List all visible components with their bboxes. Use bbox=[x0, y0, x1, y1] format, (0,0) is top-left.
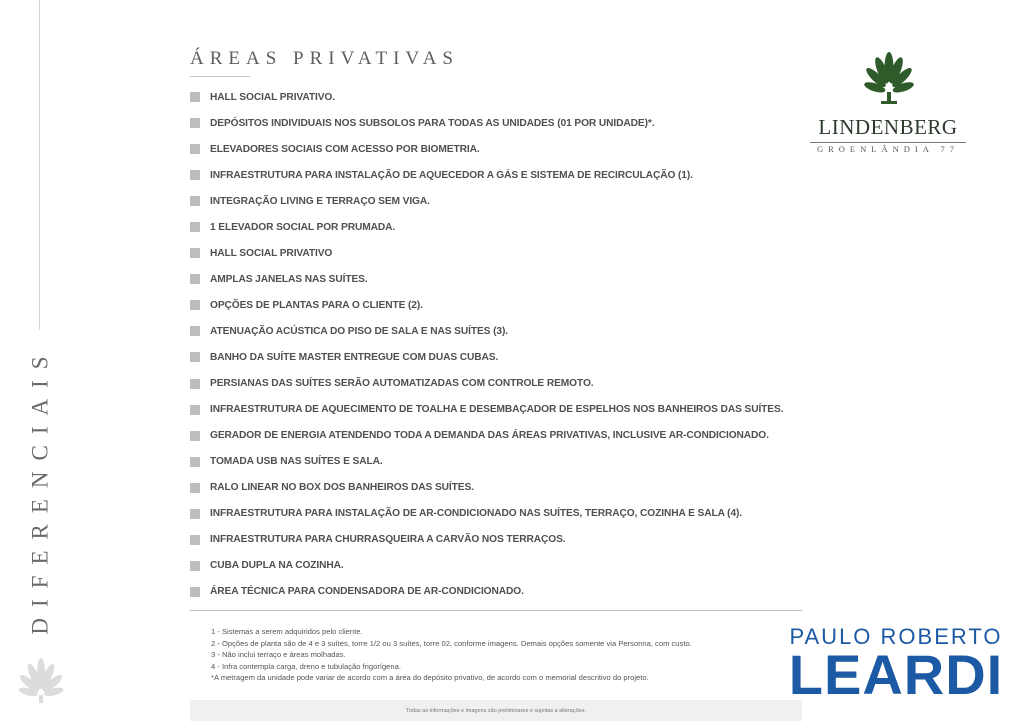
bullet-square-icon bbox=[190, 587, 200, 597]
feature-text: INFRAESTRUTURA PARA INSTALAÇÃO DE AR-CONDICIONADO NAS SUÍTES, TERRAÇO, COZINHA E SALA (4). bbox=[210, 508, 743, 520]
feature-item bbox=[190, 318, 830, 344]
bullet-square-icon bbox=[190, 118, 200, 128]
feature-text: CUBA DUPLA NA COZINHA. bbox=[210, 560, 344, 572]
feature-item bbox=[190, 501, 830, 527]
footnotes bbox=[211, 626, 801, 684]
bullet-square-icon bbox=[190, 274, 200, 284]
watermark-leaf-icon bbox=[14, 655, 68, 711]
feature-text: BANHO DA SUÍTE MASTER ENTREGUE COM DUAS CUBAS. bbox=[210, 351, 499, 363]
section-title: ÁREAS PRIVATIVAS bbox=[190, 48, 459, 69]
feature-item bbox=[190, 162, 830, 188]
feature-text: PERSIANAS DAS SUÍTES SERÃO AUTOMATIZADAS COM CONTROLE REMOTO. bbox=[210, 378, 594, 390]
bullet-square-icon bbox=[190, 509, 200, 519]
disclaimer-bar bbox=[190, 700, 802, 721]
feature-text: 1 ELEVADOR SOCIAL POR PRUMADA. bbox=[210, 221, 396, 233]
bullet-square-icon bbox=[190, 405, 200, 415]
footnote: *A metragem da unidade pode variar de acordo com a área do depósito privativo, de acordo com o memorial descritivo do projeto. bbox=[211, 673, 649, 682]
bullet-square-icon bbox=[190, 431, 200, 441]
feature-item bbox=[190, 110, 830, 136]
side-divider bbox=[39, 0, 40, 330]
feature-item bbox=[190, 371, 830, 397]
feature-item bbox=[190, 449, 830, 475]
feature-text: DEPÓSITOS INDIVIDUAIS NOS SUBSOLOS PARA TODAS AS UNIDADES (01 POR UNIDADE)*. bbox=[210, 117, 655, 129]
bullet-square-icon bbox=[190, 535, 200, 545]
bullet-square-icon bbox=[190, 561, 200, 571]
feature-text: INFRAESTRUTURA PARA INSTALAÇÃO DE AQUECEDOR A GÁS E SISTEMA DE RECIRCULAÇÃO (1). bbox=[210, 169, 693, 181]
feature-item bbox=[190, 136, 830, 162]
side-title-text: DIFERENCIAIS bbox=[28, 345, 54, 635]
brand-divider bbox=[810, 142, 966, 143]
feature-text: GERADOR DE ENERGIA ATENDENDO TODA A DEMANDA DAS ÁREAS PRIVATIVAS, INCLUSIVE AR-CONDICIONADO. bbox=[210, 430, 769, 442]
bullet-square-icon bbox=[190, 326, 200, 336]
notes-divider bbox=[190, 610, 802, 611]
bullet-square-icon bbox=[190, 457, 200, 467]
bullet-square-icon bbox=[190, 144, 200, 154]
bullet-square-icon bbox=[190, 300, 200, 310]
bullet-square-icon bbox=[190, 352, 200, 362]
feature-text: OPÇÕES DE PLANTAS PARA O CLIENTE (2). bbox=[210, 299, 423, 311]
feature-text: HALL SOCIAL PRIVATIVO bbox=[210, 247, 333, 259]
feature-item bbox=[190, 240, 830, 266]
feature-item bbox=[190, 397, 830, 423]
side-title bbox=[26, 345, 56, 635]
agent-name-line2: LEARDI bbox=[788, 643, 1004, 706]
feature-item bbox=[190, 292, 830, 318]
footnote: 2 - Opções de planta são de 4 e 3 suítes, torre 1/2 ou 3 suítes, torre 02, conforme imagens. Demais opções somente via Personna, com custo. bbox=[211, 638, 692, 648]
bullet-square-icon bbox=[190, 248, 200, 258]
feature-text: ATENUAÇÃO ACÚSTICA DO PISO DE SALA E NAS SUÍTES (3). bbox=[210, 325, 508, 337]
feature-item bbox=[190, 214, 830, 240]
feature-item bbox=[190, 266, 830, 292]
feature-item bbox=[190, 423, 830, 449]
footnote: 1 - Sistemas a serem adquiridos pelo cliente. bbox=[211, 627, 363, 636]
feature-text: ÁREA TÉCNICA PARA CONDENSADORA DE AR-CONDICIONADO. bbox=[210, 586, 524, 598]
feature-list bbox=[190, 84, 830, 605]
footnote: 3 - Não inclui terraço e áreas molhadas. bbox=[211, 650, 346, 659]
bullet-square-icon bbox=[190, 483, 200, 493]
bullet-square-icon bbox=[190, 222, 200, 232]
leaf-fan-icon bbox=[860, 50, 918, 112]
brand-logo bbox=[808, 50, 968, 160]
feature-item bbox=[190, 188, 830, 214]
brand-subtitle: GROENLÂNDIA 77 bbox=[816, 144, 959, 154]
feature-text: INFRAESTRUTURA DE AQUECIMENTO DE TOALHA E DESEMBAÇADOR DE ESPELHOS NOS BANHEIROS DAS SUÍTES. bbox=[210, 404, 784, 416]
brand-name: LINDENBERG bbox=[818, 115, 958, 139]
bullet-square-icon bbox=[190, 92, 200, 102]
feature-item bbox=[190, 475, 830, 501]
footnote: 4 - Infra contempla carga, dreno e tubulação frigorígena. bbox=[211, 661, 401, 671]
bullet-square-icon bbox=[190, 196, 200, 206]
feature-text: INTEGRAÇÃO LIVING E TERRAÇO SEM VIGA. bbox=[210, 195, 430, 207]
feature-text: HALL SOCIAL PRIVATIVO. bbox=[210, 91, 335, 103]
feature-item bbox=[190, 527, 830, 553]
feature-text: TOMADA USB NAS SUÍTES E SALA. bbox=[210, 456, 383, 468]
feature-text: RALO LINEAR NO BOX DOS BANHEIROS DAS SUÍTES. bbox=[210, 482, 474, 494]
agent-watermark bbox=[786, 624, 1006, 704]
bullet-square-icon bbox=[190, 170, 200, 180]
feature-text: AMPLAS JANELAS NAS SUÍTES. bbox=[210, 273, 368, 285]
bullet-square-icon bbox=[190, 379, 200, 389]
feature-text: INFRAESTRUTURA PARA CHURRASQUEIRA A CARVÃO NOS TERRAÇOS. bbox=[210, 534, 566, 546]
feature-item bbox=[190, 553, 830, 579]
disclaimer-text: Todas as informações e imagens são preliminares e sujeitas a alterações. bbox=[405, 707, 587, 714]
feature-text: ELEVADORES SOCIAIS COM ACESSO POR BIOMETRIA. bbox=[210, 143, 480, 155]
agent-name-line1: PAULO ROBERTO bbox=[789, 624, 1003, 649]
title-underline bbox=[190, 76, 250, 77]
feature-item bbox=[190, 84, 830, 110]
feature-item bbox=[190, 344, 830, 370]
feature-item bbox=[190, 579, 830, 605]
